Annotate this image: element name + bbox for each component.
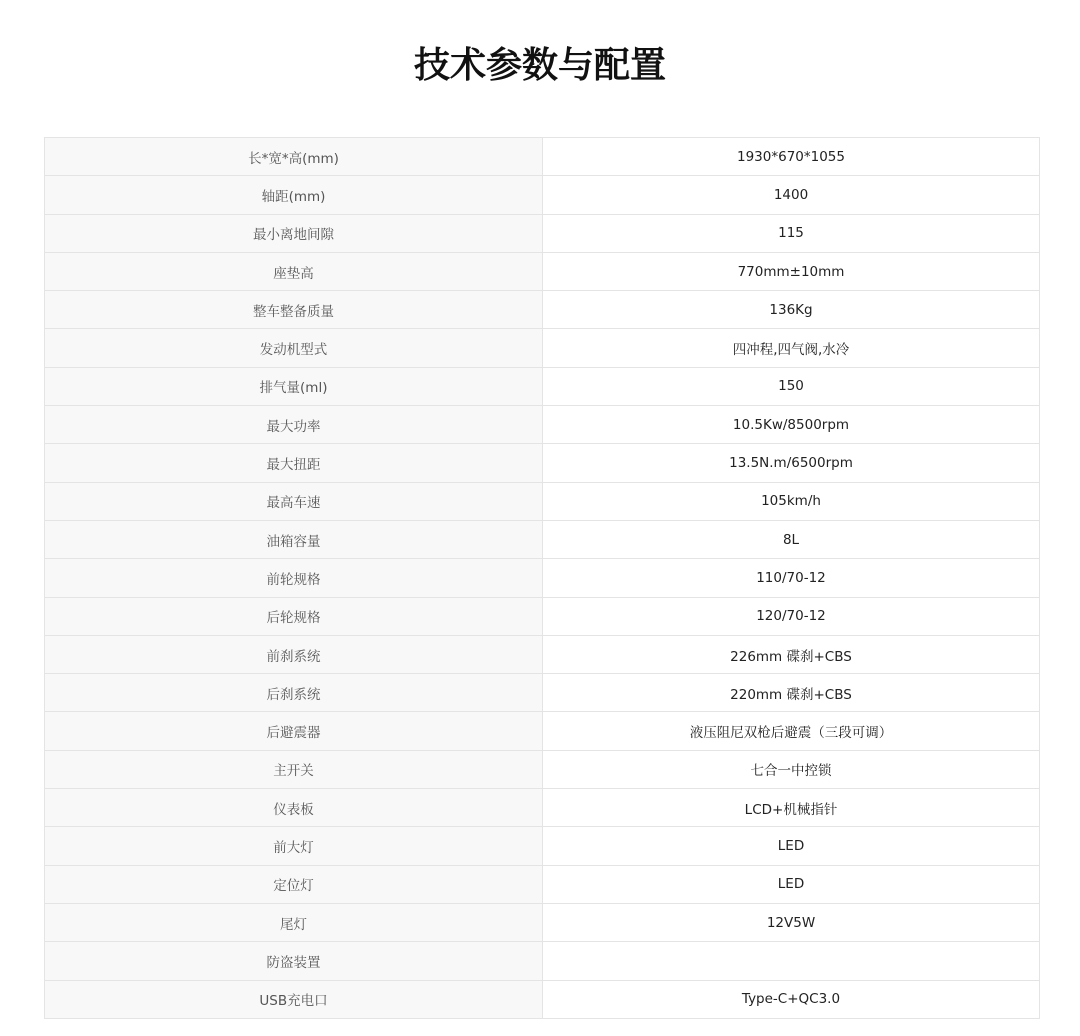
spec-value: 七合一中控锁 <box>543 750 1040 788</box>
spec-row <box>45 865 1040 903</box>
spec-table <box>44 137 1040 1019</box>
spec-value: 226mm 碟刹+CBS <box>543 635 1040 673</box>
spec-row <box>45 329 1040 367</box>
spec-row <box>45 597 1040 635</box>
spec-row <box>45 903 1040 941</box>
spec-value: 1400 <box>543 176 1040 214</box>
spec-row <box>45 750 1040 788</box>
spec-value: 10.5Kw/8500rpm <box>543 406 1040 444</box>
spec-value: 8L <box>543 520 1040 558</box>
spec-label: 前轮规格 <box>45 559 543 597</box>
spec-value: 770mm±10mm <box>543 252 1040 290</box>
spec-row <box>45 176 1040 214</box>
spec-value: LCD+机械指针 <box>543 789 1040 827</box>
spec-label: 排气量(ml) <box>45 367 543 405</box>
spec-row <box>45 789 1040 827</box>
spec-label: 最大扭距 <box>45 444 543 482</box>
spec-value: LED <box>543 865 1040 903</box>
spec-label: 整车整备质量 <box>45 291 543 329</box>
spec-label: 仪表板 <box>45 789 543 827</box>
spec-label: 后避震器 <box>45 712 543 750</box>
spec-label: 轴距(mm) <box>45 176 543 214</box>
spec-row <box>45 214 1040 252</box>
spec-value: 110/70-12 <box>543 559 1040 597</box>
spec-value: Type-C+QC3.0 <box>543 980 1040 1018</box>
spec-label: 防盗装置 <box>45 942 543 980</box>
spec-row <box>45 138 1040 176</box>
spec-value: 115 <box>543 214 1040 252</box>
spec-row <box>45 291 1040 329</box>
spec-value: 12V5W <box>543 903 1040 941</box>
spec-label: 后刹系统 <box>45 674 543 712</box>
spec-label: 尾灯 <box>45 903 543 941</box>
spec-label: 定位灯 <box>45 865 543 903</box>
spec-value: 120/70-12 <box>543 597 1040 635</box>
spec-row <box>45 712 1040 750</box>
spec-row <box>45 444 1040 482</box>
page-title: 技术参数与配置 <box>413 45 666 86</box>
spec-row <box>45 252 1040 290</box>
spec-row <box>45 942 1040 980</box>
spec-value: LED <box>543 827 1040 865</box>
spec-row <box>45 520 1040 558</box>
spec-value: 105km/h <box>543 482 1040 520</box>
spec-row <box>45 980 1040 1018</box>
spec-label: 长*宽*高(mm) <box>45 138 543 176</box>
spec-label: 后轮规格 <box>45 597 543 635</box>
spec-value: 13.5N.m/6500rpm <box>543 444 1040 482</box>
spec-row <box>45 482 1040 520</box>
spec-label: 油箱容量 <box>45 520 543 558</box>
spec-row <box>45 406 1040 444</box>
spec-row <box>45 827 1040 865</box>
spec-label: 前刹系统 <box>45 635 543 673</box>
spec-label: 最大功率 <box>45 406 543 444</box>
spec-label: 主开关 <box>45 750 543 788</box>
spec-value: 150 <box>543 367 1040 405</box>
spec-value <box>543 942 1040 980</box>
spec-value: 液压阻尼双枪后避震（三段可调） <box>543 712 1040 750</box>
spec-label: 座垫高 <box>45 252 543 290</box>
spec-label: 前大灯 <box>45 827 543 865</box>
spec-row <box>45 367 1040 405</box>
spec-label: 发动机型式 <box>45 329 543 367</box>
spec-label: USB充电口 <box>45 980 543 1018</box>
spec-value: 220mm 碟刹+CBS <box>543 674 1040 712</box>
spec-row <box>45 674 1040 712</box>
spec-row <box>45 635 1040 673</box>
spec-label: 最小离地间隙 <box>45 214 543 252</box>
spec-value: 四冲程,四气阀,水冷 <box>543 329 1040 367</box>
spec-table-body <box>45 138 1040 1019</box>
spec-value: 136Kg <box>543 291 1040 329</box>
spec-row <box>45 559 1040 597</box>
spec-value: 1930*670*1055 <box>543 138 1040 176</box>
spec-label: 最高车速 <box>45 482 543 520</box>
